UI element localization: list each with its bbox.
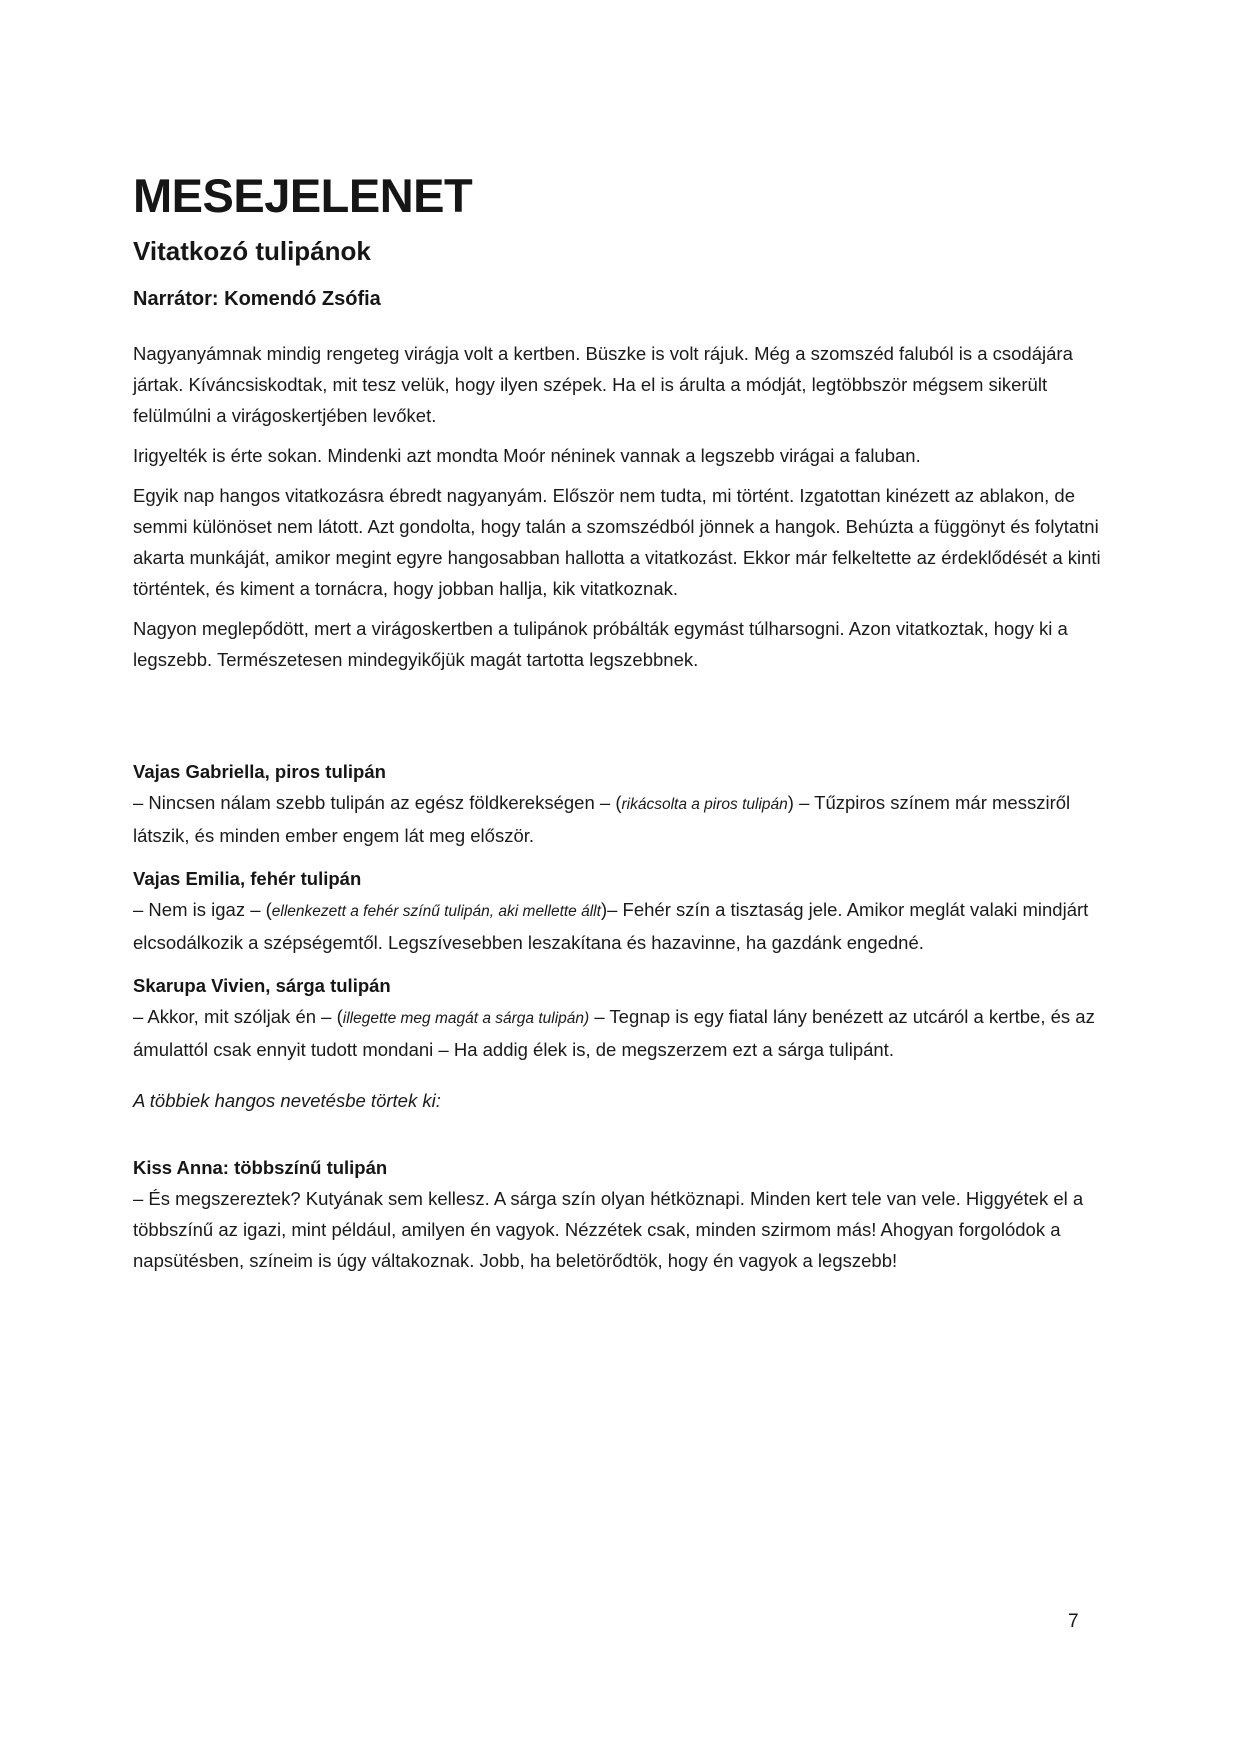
dialogue-pre: – Akkor, mit szóljak én – ( xyxy=(133,1006,343,1027)
character-header: Vajas Gabriella, piros tulipán xyxy=(133,761,386,782)
dialogue-text xyxy=(133,1001,1107,1065)
stage-direction: rikácsolta a piros tulipán xyxy=(621,796,788,813)
page-content xyxy=(133,0,1107,1288)
character-header: Kiss Anna: többszínű tulipán xyxy=(133,1157,388,1178)
narrator-line: Narrátor: Komendó Zsófia xyxy=(133,288,381,310)
stage-direction: ellenkezett a fehér színű tulipán, aki mellette állt xyxy=(271,903,601,920)
stage-line: A többiek hangos nevetésbe törtek ki: xyxy=(133,1090,441,1111)
character-section-sarga-tulipan xyxy=(133,970,1107,1065)
dialogue-post: )– Fehér szín a tisztaság jele. Amikor meglát valaki mindjárt elcsodálkozik a szépségemtől. Legszívesebben leszakítana és hazavinne, ha gazdánk engedné. xyxy=(133,899,1089,953)
character-section-feher-tulipan xyxy=(133,863,1107,958)
character-section-tobbszinu-tulipan xyxy=(133,1152,1107,1276)
dialogue-post: – Tegnap is egy fiatal lány benézett az utcáról a kertbe, és az ámulattól csak ennyit tudott mondani – Ha addig élek is, de megszerzem ezt a sárga tulipánt. xyxy=(133,1006,1095,1060)
character-header: Skarupa Vivien, sárga tulipán xyxy=(133,975,391,996)
paragraph-4: Nagyon meglepődött, mert a virágoskertben a tulipánok próbálták egymást túlharsogni. Azon vitatkoztak, hogy ki a legszebb. Természetesen mindegyikőjük magát tartotta legszebbnek. xyxy=(133,618,1068,670)
dialogue-text xyxy=(133,894,1107,958)
dialogue-post: ) – Tűzpiros színem már messziről látszik, és minden ember engem lát meg először. xyxy=(133,792,1071,846)
paragraph-2: Irigyelték is érte sokan. Mindenki azt mondta Moór néninek vannak a legszebb virágai a faluban. xyxy=(133,445,921,466)
stage-direction: illegette meg magát a sárga tulipán) xyxy=(342,1010,590,1027)
dialogue-pre: – Nem is igaz – ( xyxy=(133,899,272,920)
character-header: Vajas Emilia, fehér tulipán xyxy=(133,868,362,889)
paragraph-3: Egyik nap hangos vitatkozásra ébredt nagyanyám. Először nem tudta, mi történt. Izgatottan kinézett az ablakon, de semmi különöset nem látott. Azt gondolta, hogy talán a szomszédból jönnek a hangok. Behúzta a függönyt és folytatni akarta munkáját, amikor megint egyre hangosabban hallotta a vitatkozást. Ekkor már felkeltette az érdeklődését a kinti történtek, és kiment a tornácra, hogy jobban hallja, kik vitatkoznak. xyxy=(133,485,1101,599)
dialogue-pre: – És megszereztek? Kutyának sem kellesz. A sárga szín olyan hétköznapi. Minden kert tele van vele. Higgyétek el a többszínű az igazi, mint például, amilyen én vagyok. Nézzétek csak, minden szirmom más! Ahogyan forgolódok a napsütésben, színeim is úgy váltakoznak. Jobb, ha beletörődtök, hogy én vagyok a legszebb! xyxy=(133,1188,1084,1271)
paragraph-1: Nagyanyámnak mindig rengeteg virágja volt a kertben. Büszke is volt rájuk. Még a szomszéd faluból is a csodájára jártak. Kíváncsiskodtak, mit tesz velük, hogy ilyen szépek. Ha el is árulta a módját, legtöbbször mégsem sikerült felülmúlni a virágoskertjében levőket. xyxy=(133,343,1073,426)
page-title: MESEJELENET xyxy=(133,169,473,222)
page-subtitle: Vitatkozó tulipánok xyxy=(133,236,371,266)
dialogue-text xyxy=(133,787,1107,851)
vertical-spacer xyxy=(133,684,1107,756)
dialogue-pre: – Nincsen nálam szebb tulipán az egész földkerekségen – ( xyxy=(133,792,622,813)
character-section-piros-tulipan xyxy=(133,756,1107,851)
dialogue-text xyxy=(133,1183,1107,1276)
page-number: 7 xyxy=(1068,1611,1079,1632)
